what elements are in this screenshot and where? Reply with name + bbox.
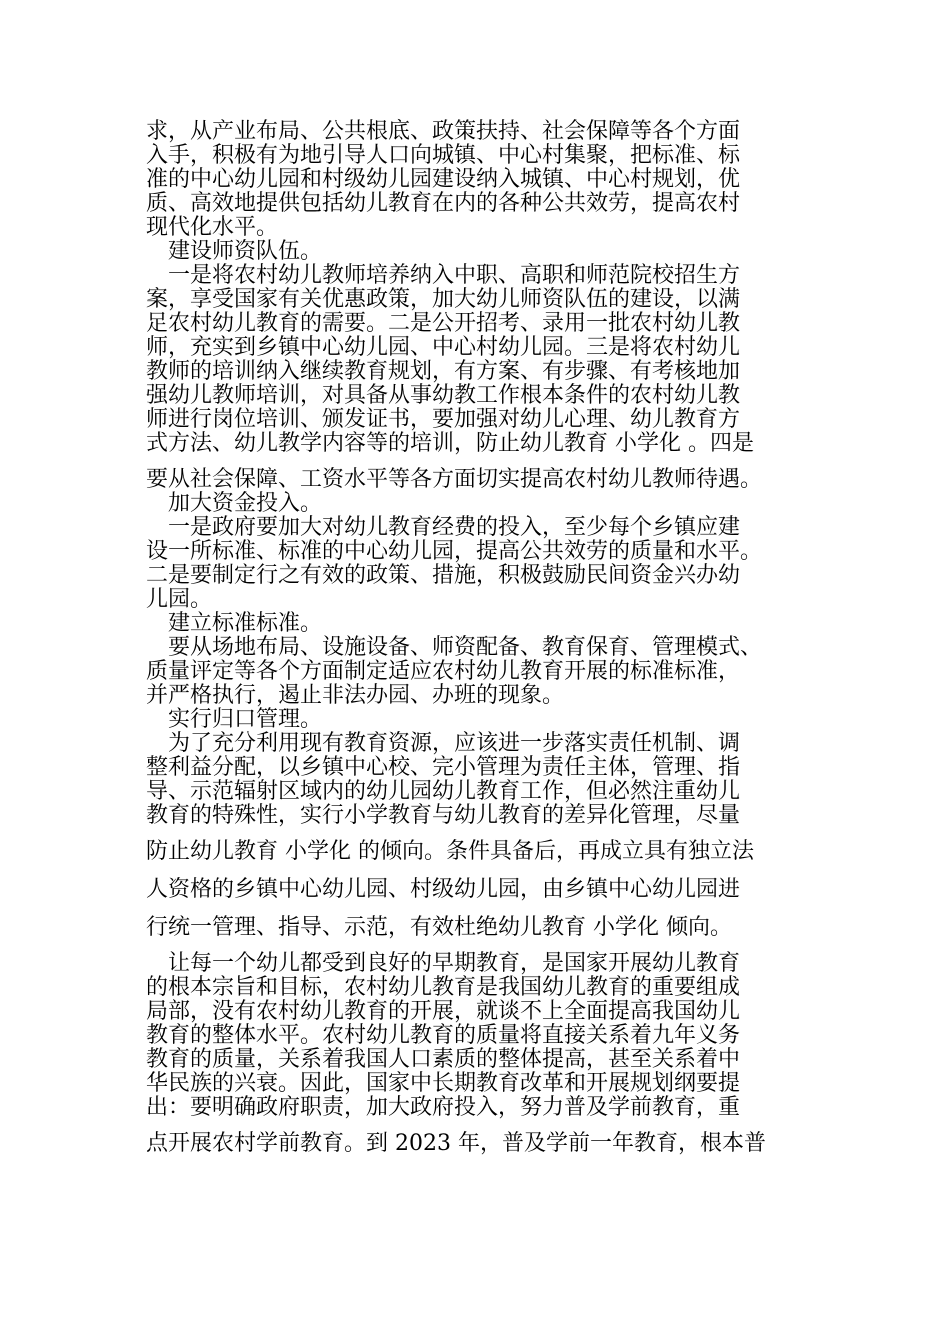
text-line: 足农村幼儿教育的需要。二是公开招考、录用一批农村幼儿教 <box>146 311 741 336</box>
text-line: 设一所标准、标准的中心幼儿园，提高公共效劳的质量和水平。 <box>146 539 763 564</box>
text-line: 一是将农村幼儿教师培养纳入中职、高职和师范院校招生方 <box>168 263 741 288</box>
text-line: 整利益分配，以乡镇中心校、完小管理为责任主体，管理、指 <box>146 755 741 780</box>
text-line: 强幼儿教师培训，对具备从事幼教工作根本条件的农村幼儿教 <box>146 383 741 408</box>
text-line: 二是要制定行之有效的政策、措施，积极鼓励民间资金兴办幼 <box>146 563 741 588</box>
text-line: 一是政府要加大对幼儿教育经费的投入，至少每个乡镇应建 <box>168 515 741 540</box>
text-line: 导、示范辐射区域内的幼儿园幼儿教育工作，但必然注重幼儿 <box>146 779 741 804</box>
text-line: 防止幼儿教育 小学化 的倾向。条件具备后，再成立具有独立法 <box>146 839 754 864</box>
text-line: 教育的质量，关系着我国人口素质的整体提高，甚至关系着中 <box>146 1047 741 1072</box>
text-line: 入手，积极有为地引导人口向城镇、中心村集聚，把标准、标 <box>146 143 741 168</box>
text-line: 让每一个幼儿都受到良好的早期教育，是国家开展幼儿教育 <box>168 951 741 976</box>
text-line: 为了充分利用现有教育资源，应该进一步落实责任机制、调 <box>168 731 741 756</box>
text-line: 准的中心幼儿园和村级幼儿园建设纳入城镇、中心村规划，优 <box>146 167 741 192</box>
text-line: 现代化水平。 <box>146 215 279 240</box>
text-line: 求，从产业布局、公共根底、政策扶持、社会保障等各个方面 <box>146 119 741 144</box>
text-line: 并严格执行，遏止非法办园、办班的现象。 <box>146 683 565 708</box>
section-heading: 加大资金投入。 <box>168 491 323 516</box>
text-line: 质量评定等各个方面制定适应农村幼儿教育开展的标准标准， <box>146 659 741 684</box>
text-line: 式方法、幼儿教学内容等的培训，防止幼儿教育 小学化 。四是 <box>146 431 754 456</box>
text-line: 师，充实到乡镇中心幼儿园、中心村幼儿园。三是将农村幼儿 <box>146 335 741 360</box>
text-line: 要从社会保障、工资水平等各方面切实提高农村幼儿教师待遇。 <box>146 467 763 492</box>
section-heading: 建设师资队伍。 <box>168 239 323 264</box>
text-line: 出：要明确政府职责，加大政府投入，努力普及学前教育，重 <box>146 1095 741 1120</box>
text-line: 人资格的乡镇中心幼儿园、村级幼儿园，由乡镇中心幼儿园进 <box>146 877 741 902</box>
text-line: 质、高效地提供包括幼儿教育在内的各种公共效劳，提高农村 <box>146 191 741 216</box>
text-line: 华民族的兴衰。因此，国家中长期教育改革和开展规划纲要提 <box>146 1071 741 1096</box>
text-line: 行统一管理、指导、示范，有效杜绝幼儿教育 小学化 倾向。 <box>146 915 732 940</box>
text-line: 儿园。 <box>146 587 213 612</box>
section-heading: 实行归口管理。 <box>168 707 323 732</box>
document-body <box>146 120 808 1156</box>
text-line: 点开展农村学前教育。到 2023 年，普及学前一年教育，根本普 <box>146 1131 766 1156</box>
text-line: 局部，没有农村幼儿教育的开展，就谈不上全面提高我国幼儿 <box>146 999 741 1024</box>
text-line: 教师的培训纳入继续教育规划，有方案、有步骤、有考核地加 <box>146 359 741 384</box>
text-line: 要从场地布局、设施设备、师资配备、教育保育、管理模式、 <box>168 635 763 660</box>
section-heading: 建立标准标准。 <box>168 611 323 636</box>
text-line: 案，享受国家有关优惠政策，加大幼儿师资队伍的建设，以满 <box>146 287 741 312</box>
text-line: 的根本宗旨和目标，农村幼儿教育是我国幼儿教育的重要组成 <box>146 975 741 1000</box>
text-line: 师进行岗位培训、颁发证书，要加强对幼儿心理、幼儿教育方 <box>146 407 741 432</box>
text-line: 教育的整体水平。农村幼儿教育的质量将直接关系着九年义务 <box>146 1023 741 1048</box>
text-line: 教育的特殊性，实行小学教育与幼儿教育的差异化管理，尽量 <box>146 803 741 828</box>
